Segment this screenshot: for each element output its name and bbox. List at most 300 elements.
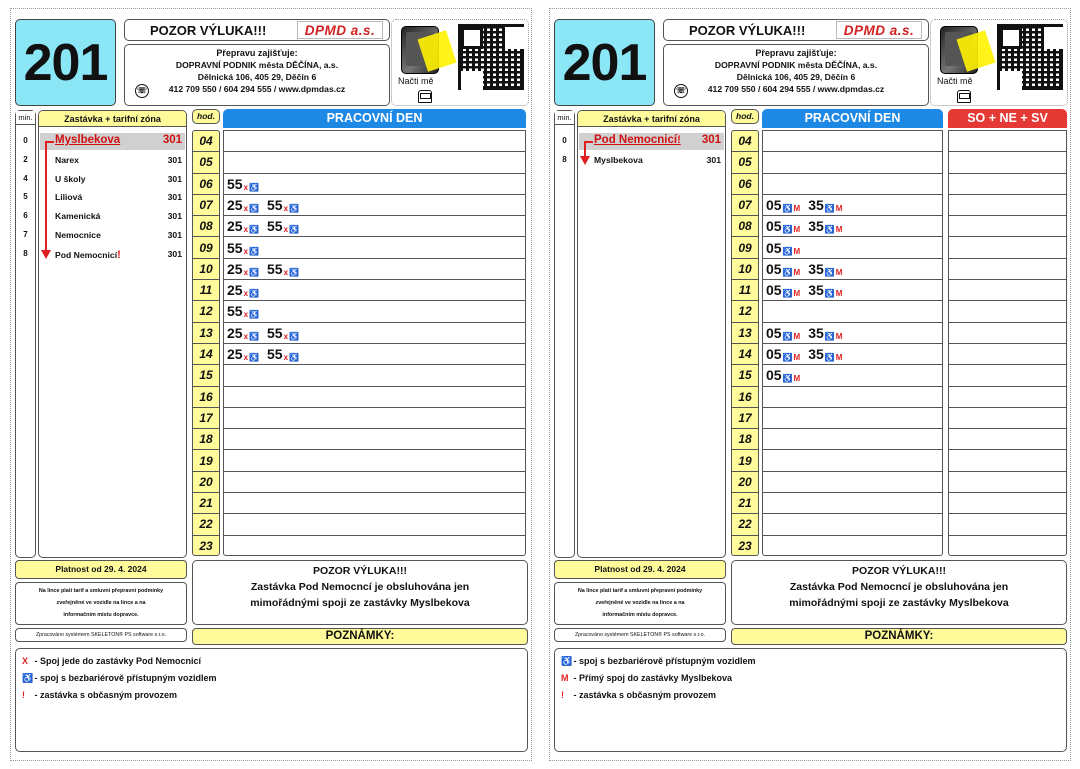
direct-m-mark: M	[793, 374, 801, 384]
operator-name: DOPRAVNÍ PODNIK města DĚČÍNA, a.s.	[175, 60, 339, 70]
stops-header: Zastávka + tarifní zóna	[578, 111, 725, 127]
stop-name	[55, 211, 100, 221]
direct-m-mark: M	[835, 203, 843, 213]
note-symbol-icon: M	[561, 673, 569, 683]
notes-box	[554, 648, 1067, 752]
validity-date: Platnost od 29. 4. 2024	[554, 560, 726, 579]
occasional-stop-mark: !	[117, 248, 121, 261]
weekend-row	[949, 323, 1066, 344]
hour-cell: 11	[732, 280, 758, 301]
destination-x-mark: x	[243, 289, 249, 299]
departure-row	[224, 536, 525, 556]
departure-row	[763, 238, 942, 259]
direct-m-mark: M	[793, 225, 801, 235]
minutes-header: min.	[16, 111, 35, 125]
hour-cell: 07	[732, 195, 758, 216]
stop-zone: 301	[167, 248, 182, 259]
stop-minute: 0	[562, 136, 567, 145]
departure-row	[224, 365, 525, 386]
hour-cell: 08	[732, 216, 758, 237]
departure-minute: 55	[267, 196, 283, 213]
note-symbol-icon: !	[561, 690, 564, 700]
hour-cell: 20	[732, 472, 758, 493]
stop-row[interactable]	[40, 189, 185, 206]
stop-minute: 8	[23, 248, 28, 258]
destination-x-mark: x	[243, 182, 249, 192]
stop-name	[55, 134, 120, 146]
departure-minute: 55	[227, 175, 243, 192]
header-title-box	[124, 19, 390, 41]
note-symbol-icon: ♿	[561, 656, 573, 666]
hour-cell: 12	[732, 301, 758, 322]
direct-m-mark: M	[793, 203, 801, 213]
direct-m-mark: M	[835, 267, 843, 277]
departure-minute: 55	[227, 303, 243, 320]
weekend-row	[949, 131, 1066, 152]
stop-name	[594, 155, 643, 165]
hour-cell: 20	[193, 472, 219, 493]
note-line	[561, 670, 1060, 687]
stop-minute: 0	[23, 136, 28, 145]
operator-contact: 412 709 550 / 604 294 555 / www.dpmdas.cz	[707, 84, 885, 94]
departure-minute: 25	[227, 346, 243, 362]
departure-row	[763, 408, 942, 429]
wheelchair-icon: ♿	[824, 331, 835, 341]
stop-name	[55, 174, 86, 184]
departure-minute: 35	[808, 260, 824, 277]
weekend-header: SO + NE + SV	[948, 109, 1067, 128]
hour-column	[731, 130, 759, 556]
stop-zone: 301	[167, 211, 182, 222]
stop-name	[594, 134, 681, 146]
route-arrow-line	[584, 141, 586, 156]
stop-zone: 301	[162, 134, 182, 146]
wheelchair-icon: ♿	[249, 225, 259, 235]
stop-name-text: U školy	[55, 173, 86, 184]
bus-icon	[418, 90, 432, 103]
departure-row	[224, 131, 525, 152]
destination-x-mark: x	[283, 353, 289, 362]
note-line	[561, 653, 1060, 670]
wheelchair-icon: ♿	[824, 267, 835, 277]
stop-zone: 301	[167, 230, 182, 240]
departure-minute: 35	[808, 346, 824, 362]
bus-icon	[957, 90, 971, 103]
departure-row	[763, 344, 942, 365]
stop-name-text: Narex	[55, 154, 79, 165]
departure-minute: 55	[267, 324, 283, 341]
hour-cell: 12	[193, 301, 219, 322]
stops-header: Zastávka + tarifní zóna	[39, 111, 186, 127]
stop-row[interactable]	[579, 152, 724, 169]
note-line	[561, 687, 1060, 704]
weekend-column	[948, 130, 1067, 556]
departure-row	[763, 451, 942, 472]
departure-row	[763, 429, 942, 450]
hour-cell: 06	[732, 174, 758, 195]
weekend-row	[949, 280, 1066, 301]
departure-row	[763, 216, 942, 237]
workday-column	[223, 130, 526, 556]
note-line	[22, 670, 521, 687]
departure-minute: 25	[227, 196, 243, 213]
wheelchair-icon: ♿	[782, 246, 793, 256]
wheelchair-icon: ♿	[249, 331, 259, 341]
stop-zone: 301	[701, 134, 721, 146]
occasional-stop-mark: !	[677, 134, 681, 146]
departure-minute: 25	[227, 260, 243, 277]
stops-column	[577, 110, 726, 558]
notes-header: POZNÁMKY:	[192, 628, 528, 645]
wheelchair-icon: ♿	[782, 289, 793, 299]
route-arrow-head-icon	[580, 156, 590, 165]
weekend-row	[949, 174, 1066, 195]
weekend-row	[949, 152, 1066, 173]
departure-minute: 05	[766, 367, 782, 384]
hour-cell: 04	[193, 131, 219, 152]
wheelchair-icon: ♿	[249, 267, 259, 277]
departure-minute: 35	[808, 282, 824, 299]
departure-row	[763, 536, 942, 556]
note-text: - zastávka s občasným provozem	[571, 690, 717, 700]
departure-row	[763, 195, 942, 216]
destination-x-mark: x	[243, 203, 249, 213]
stop-row[interactable]	[40, 227, 185, 244]
scan-label: Načti mě	[398, 76, 434, 86]
stop-name	[55, 155, 79, 165]
brand-logo: DPMD a.s.	[297, 21, 383, 39]
note-line	[22, 653, 521, 670]
hour-cell: 13	[193, 323, 219, 344]
weekend-row	[949, 514, 1066, 535]
departure-row	[224, 344, 525, 365]
departure-row	[224, 301, 525, 322]
stop-zone: 301	[167, 154, 182, 165]
weekend-row	[949, 429, 1066, 450]
tariff-line: Na lince platí tarif a smluvní přepravní podmínky	[38, 588, 164, 594]
hour-cell: 17	[732, 408, 758, 429]
note-text: - Spoj jede do zastávky Pod Nemocnicí	[32, 656, 202, 666]
departure-row	[763, 174, 942, 195]
operator-title: Přepravu zajišťuje:	[216, 48, 298, 58]
operator-name: DOPRAVNÍ PODNIK města DĚČÍNA, a.s.	[714, 60, 878, 70]
departure-row	[224, 408, 525, 429]
departure-row	[224, 259, 525, 280]
stop-row[interactable]	[579, 133, 724, 150]
hour-cell: 06	[193, 174, 219, 195]
wheelchair-icon: ♿	[782, 331, 793, 341]
wheelchair-icon: ♿	[782, 267, 793, 277]
minutes-header: min.	[555, 111, 574, 125]
departure-minute: 05	[766, 324, 782, 341]
stop-minute: 2	[23, 154, 28, 164]
qr-code[interactable]	[458, 24, 524, 90]
departure-minute: 05	[766, 196, 782, 213]
departure-row	[763, 472, 942, 493]
weekend-row	[949, 216, 1066, 237]
stop-row[interactable]	[40, 208, 185, 225]
hour-cell: 05	[732, 152, 758, 173]
note-symbol-icon: !	[22, 690, 25, 700]
note-symbol-icon: X	[22, 656, 29, 666]
weekend-row	[949, 472, 1066, 493]
hour-cell: 15	[193, 365, 219, 386]
brand-logo: DPMD a.s.	[836, 21, 922, 39]
departure-row	[224, 216, 525, 237]
direct-m-mark: M	[835, 331, 843, 341]
direct-m-mark: M	[793, 289, 801, 299]
stop-minute: 5	[23, 192, 28, 202]
minutes-column	[554, 110, 575, 558]
stop-name-text: Nemocnice	[55, 230, 101, 240]
software-credit: Zpracováno systémem SKELETON® PS software s.r.o.	[554, 628, 726, 642]
departure-minute: 55	[267, 346, 283, 362]
tariff-line: Na lince platí tarif a smluvní přepravní podmínky	[577, 588, 703, 594]
hour-cell: 21	[732, 493, 758, 514]
hour-cell: 08	[193, 216, 219, 237]
wheelchair-icon: ♿	[289, 203, 299, 213]
departure-row	[224, 152, 525, 173]
hour-cell: 18	[193, 429, 219, 450]
departure-minute: 55	[227, 239, 243, 256]
stop-name-text: Pod Nemocnicí	[55, 249, 118, 260]
header-title: POZOR VÝLUKA!!!	[689, 22, 806, 38]
closure-notice	[731, 560, 1067, 625]
header-title-box	[663, 19, 929, 41]
departure-row	[224, 429, 525, 450]
stop-name-text: Myslbekova	[55, 134, 121, 146]
departure-minute: 55	[267, 260, 283, 277]
hour-column	[192, 130, 220, 556]
direct-m-mark: M	[793, 331, 801, 341]
tariff-line: informačním místu dopravce.	[63, 612, 139, 618]
route-arrow-head-icon	[41, 250, 51, 259]
departure-minute: 05	[766, 346, 782, 362]
departure-row	[224, 323, 525, 344]
departure-row	[224, 514, 525, 535]
direct-m-mark: M	[793, 267, 801, 277]
weekend-row	[949, 387, 1066, 408]
stop-name-text: Liliová	[55, 192, 83, 203]
departure-row	[224, 238, 525, 259]
qr-code[interactable]	[997, 24, 1063, 90]
software-credit: Zpracováno systémem SKELETON® PS software s.r.o.	[15, 628, 187, 642]
wheelchair-icon: ♿	[249, 203, 259, 213]
note-text: - spoj s bezbariérově přístupným vozidlem	[571, 656, 756, 666]
departure-minute: 35	[808, 196, 824, 213]
weekend-row	[949, 344, 1066, 365]
tariff-line: informačním místu dopravce.	[602, 612, 678, 618]
notice-line: POZOR VÝLUKA!!!	[313, 565, 407, 577]
destination-x-mark: x	[243, 225, 249, 235]
qr-area[interactable]	[391, 19, 529, 106]
destination-x-mark: x	[283, 225, 289, 235]
note-text: - zastávka s občasným provozem	[32, 690, 178, 700]
stop-name-text: Kamenická	[55, 211, 101, 222]
scan-label: Načti mě	[937, 76, 973, 86]
departure-row	[763, 131, 942, 152]
departure-minute: 35	[808, 324, 824, 341]
departure-row	[224, 493, 525, 514]
departure-row	[763, 280, 942, 301]
qr-area[interactable]	[930, 19, 1068, 106]
departure-minute: 55	[267, 218, 283, 235]
stop-row[interactable]	[40, 133, 185, 150]
hour-cell: 13	[732, 323, 758, 344]
line-number: 201	[554, 19, 655, 106]
direct-m-mark: M	[793, 246, 801, 256]
stop-row[interactable]	[40, 171, 185, 188]
weekend-row	[949, 451, 1066, 472]
validity-date: Platnost od 29. 4. 2024	[15, 560, 187, 579]
notice-line: mimořádnými spoji ze zastávky Myslbekova	[250, 597, 470, 609]
wheelchair-icon: ♿	[824, 353, 835, 362]
timetable-sheet-right	[549, 8, 1071, 761]
stop-zone: 301	[706, 154, 721, 165]
stop-name-text: Myslbekova	[594, 154, 643, 165]
weekend-row	[949, 365, 1066, 386]
hour-cell: 09	[732, 238, 758, 259]
wheelchair-icon: ♿	[782, 225, 793, 235]
hour-cell: 11	[193, 280, 219, 301]
hour-cell: 16	[193, 387, 219, 408]
wheelchair-icon: ♿	[249, 246, 259, 256]
stop-name	[55, 249, 121, 261]
wheelchair-icon: ♿	[289, 225, 299, 235]
hour-cell: 19	[732, 451, 758, 472]
notes-box	[15, 648, 528, 752]
wheelchair-icon: ♿	[782, 353, 793, 362]
direct-m-mark: M	[793, 353, 801, 362]
departure-row	[763, 387, 942, 408]
notice-line: POZOR VÝLUKA!!!	[852, 565, 946, 577]
hour-cell: 22	[732, 514, 758, 535]
wheelchair-icon: ♿	[249, 289, 259, 299]
phone-icon: ☏	[674, 84, 688, 98]
phone-icon: ☏	[135, 84, 149, 98]
hour-cell: 14	[193, 344, 219, 365]
workday-header: PRACOVNÍ DEN	[223, 109, 526, 128]
operator-address: Dělnická 106, 405 29, Děčín 6	[736, 72, 856, 82]
wheelchair-icon: ♿	[249, 310, 259, 320]
tariff-info	[15, 582, 187, 625]
departure-row	[763, 514, 942, 535]
wheelchair-icon: ♿	[289, 353, 299, 362]
hour-cell: 15	[732, 365, 758, 386]
departure-row	[763, 259, 942, 280]
wheelchair-icon: ♿	[824, 203, 835, 213]
operator-address: Dělnická 106, 405 29, Děčín 6	[197, 72, 317, 82]
weekend-row	[949, 536, 1066, 556]
destination-x-mark: x	[283, 331, 289, 341]
tariff-info	[554, 582, 726, 625]
workday-header: PRACOVNÍ DEN	[762, 109, 943, 128]
operator-info	[124, 44, 390, 106]
stop-name-text: Pod Nemocnicí	[594, 134, 678, 146]
departure-row	[763, 152, 942, 173]
departure-row	[763, 365, 942, 386]
departure-row	[763, 301, 942, 322]
departure-row	[224, 174, 525, 195]
departure-row	[224, 451, 525, 472]
stop-name	[55, 230, 101, 240]
stop-zone: 301	[167, 173, 182, 184]
hour-cell: 23	[193, 536, 219, 556]
stop-row[interactable]	[40, 152, 185, 169]
wheelchair-icon: ♿	[782, 203, 793, 213]
departure-row	[763, 323, 942, 344]
departure-row	[224, 472, 525, 493]
header-title: POZOR VÝLUKA!!!	[150, 22, 267, 38]
line-number: 201	[15, 19, 116, 106]
stop-minute: 7	[23, 230, 28, 239]
departure-row	[763, 493, 942, 514]
route-arrow-line	[45, 141, 47, 250]
departure-minute: 05	[766, 239, 782, 256]
stop-name	[55, 192, 82, 202]
note-text: - Přímý spoj do zastávky Myslbekova	[571, 673, 733, 683]
notice-line: Zastávka Pod Nemocncí je obsluhována jen	[789, 581, 1009, 593]
weekend-row	[949, 259, 1066, 280]
hour-cell: 17	[193, 408, 219, 429]
hour-cell: 16	[732, 387, 758, 408]
stop-minute: 8	[562, 154, 567, 164]
destination-x-mark: x	[243, 353, 249, 362]
weekend-row	[949, 195, 1066, 216]
wheelchair-icon: ♿	[824, 225, 835, 235]
notice-line: mimořádnými spoji ze zastávky Myslbekova	[789, 597, 1009, 609]
hour-cell: 22	[193, 514, 219, 535]
weekend-row	[949, 238, 1066, 259]
destination-x-mark: x	[243, 331, 249, 341]
operator-info	[663, 44, 929, 106]
closure-notice	[192, 560, 528, 625]
wheelchair-icon: ♿	[249, 353, 259, 362]
note-line	[22, 687, 521, 704]
departure-row	[224, 280, 525, 301]
departure-row	[224, 195, 525, 216]
tariff-line: zveřejněné ve vozidle na lince a na	[595, 600, 685, 606]
hour-cell: 09	[193, 238, 219, 259]
direct-m-mark: M	[835, 353, 843, 362]
departure-row	[224, 387, 525, 408]
operator-title: Přepravu zajišťuje:	[755, 48, 837, 58]
destination-x-mark: x	[283, 203, 289, 213]
wheelchair-icon: ♿	[289, 267, 299, 277]
hour-cell: 05	[193, 152, 219, 173]
hour-cell: 21	[193, 493, 219, 514]
wheelchair-icon: ♿	[782, 374, 793, 384]
hour-cell: 10	[732, 259, 758, 280]
weekend-row	[949, 493, 1066, 514]
notice-line: Zastávka Pod Nemocncí je obsluhována jen	[250, 581, 470, 593]
note-symbol-icon: ♿	[22, 673, 34, 683]
departure-minute: 25	[227, 282, 243, 299]
wheelchair-icon: ♿	[289, 331, 299, 341]
hour-header: hod.	[192, 109, 220, 124]
departure-minute: 05	[766, 218, 782, 235]
hour-cell: 07	[193, 195, 219, 216]
departure-minute: 25	[227, 218, 243, 235]
direct-m-mark: M	[835, 289, 843, 299]
operator-contact: 412 709 550 / 604 294 555 / www.dpmdas.cz	[168, 84, 346, 94]
stop-row[interactable]	[40, 246, 185, 263]
hour-cell: 23	[732, 536, 758, 556]
timetable-sheet-left	[10, 8, 532, 761]
hour-header: hod.	[731, 109, 759, 124]
hour-cell: 04	[732, 131, 758, 152]
hour-cell: 19	[193, 451, 219, 472]
